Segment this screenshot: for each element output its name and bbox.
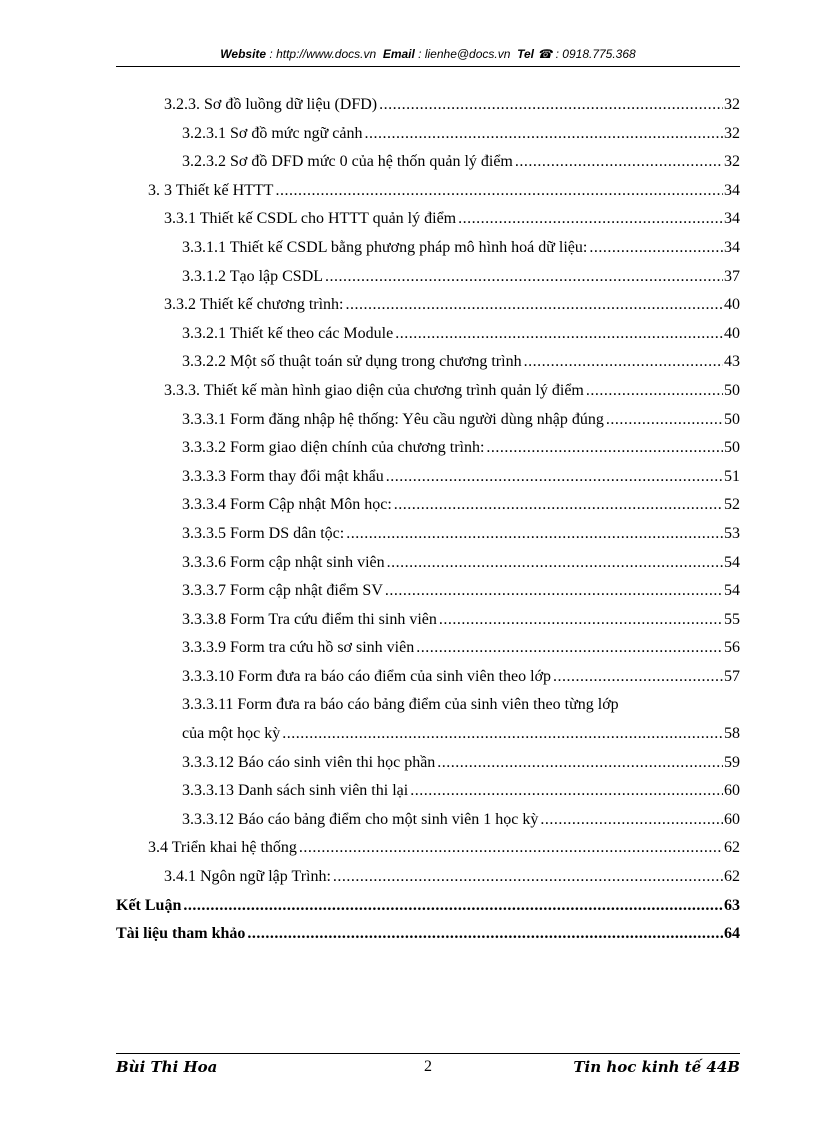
website-value[interactable]: : http://www.docs.vn	[269, 47, 377, 61]
toc-entry-title: Kết Luận	[116, 896, 182, 914]
toc-entry-page: 40	[724, 324, 740, 342]
toc-dot-leader	[486, 434, 723, 463]
toc-entry-title: 3.3.1.1 Thiết kế CSDL bằng phương pháp mô hình hoá dữ liệu:	[182, 238, 588, 256]
toc-dot-leader	[346, 520, 723, 549]
toc-entry-title: 3. 3 Thiết kế HTTT	[148, 181, 274, 199]
toc-entry-title: 3.3.3.13 Danh sách sinh viên thi lại	[182, 782, 409, 800]
toc-entry-page: 43	[724, 353, 740, 371]
toc-dot-leader	[325, 263, 723, 292]
toc-entry[interactable]	[116, 606, 740, 635]
toc-entry[interactable]	[116, 148, 740, 177]
toc-entry-title: 3.3.3.12 Báo cáo sinh viên thi học phần	[182, 753, 436, 771]
toc-entry-title: 3.3.3.4 Form Cập nhật Môn học:	[182, 496, 392, 514]
toc-entry-page: 51	[724, 467, 740, 485]
toc-dot-leader	[524, 348, 723, 377]
toc-dot-leader	[606, 406, 723, 435]
toc-entry-title: 3.3.3.7 Form cập nhật điểm SV	[182, 582, 383, 600]
toc-entry-page: 34	[724, 181, 740, 199]
toc-entry-page: 58	[724, 725, 740, 743]
toc-dot-leader	[540, 806, 723, 835]
toc-dot-leader	[410, 777, 723, 806]
toc-entry-page: 64	[724, 925, 740, 943]
toc-entry-title: 3.3.3.8 Form Tra cứu điểm thi sinh viên	[182, 610, 437, 628]
toc-dot-leader	[379, 91, 723, 120]
toc-entry-page: 32	[724, 153, 740, 171]
toc-dot-leader	[394, 491, 723, 520]
toc-entry-page: 54	[724, 582, 740, 600]
toc-dot-leader	[553, 663, 723, 692]
toc-entry[interactable]	[116, 749, 740, 778]
toc-entry[interactable]	[116, 577, 740, 606]
toc-entry[interactable]	[116, 491, 740, 520]
toc-entry[interactable]	[116, 291, 740, 320]
email-label: Email	[382, 47, 415, 61]
toc-entry-page: 34	[724, 238, 740, 256]
toc-entry[interactable]	[116, 120, 740, 149]
toc-entry[interactable]	[116, 520, 740, 549]
toc-entry-title: 3.3.3.5 Form DS dân tộc:	[182, 524, 345, 542]
toc-entry-page: 40	[724, 296, 740, 314]
footer-page-number: 2	[424, 1058, 432, 1075]
toc-entry[interactable]	[116, 263, 740, 292]
toc-entry-page: 55	[724, 610, 740, 628]
toc-entry-page: 50	[724, 381, 740, 399]
toc-entry-title: 3.3.3.1 Form đăng nhập hệ thống: Yêu cầu người dùng nhập đúng	[182, 410, 604, 428]
toc-entry-page: 54	[724, 553, 740, 571]
toc-dot-leader	[282, 720, 723, 749]
toc-dot-leader	[247, 920, 723, 949]
toc-entry[interactable]	[116, 863, 740, 892]
toc-entry[interactable]	[116, 320, 740, 349]
toc-entry[interactable]	[116, 834, 740, 863]
toc-dot-leader	[458, 205, 723, 234]
toc-entry[interactable]	[116, 348, 740, 377]
toc-dot-leader	[333, 863, 723, 892]
toc-entry[interactable]	[116, 91, 740, 120]
toc-entry-title: 3.3.1.2 Tạo lập CSDL	[182, 267, 324, 285]
toc-dot-leader	[439, 606, 723, 635]
toc-dot-leader	[385, 577, 723, 606]
toc-entry[interactable]	[116, 720, 740, 749]
table-of-contents	[116, 91, 740, 949]
toc-entry-title: 3.3.3.12 Báo cáo bảng điểm cho một sinh viên 1 học kỳ	[182, 810, 539, 828]
toc-entry[interactable]	[116, 549, 740, 578]
toc-entry-page: 57	[724, 667, 740, 685]
footer-class: Tin hoc kinh tế 44B	[573, 1058, 740, 1076]
toc-entry-title: của một học kỳ	[182, 725, 281, 743]
toc-entry-page: 52	[724, 496, 740, 514]
toc-entry-title: 3.2.3.1 Sơ đồ mức ngữ cảnh	[182, 124, 363, 142]
toc-dot-leader	[437, 749, 723, 778]
toc-entry-page: 32	[724, 124, 740, 142]
toc-entry-page: 34	[724, 210, 740, 228]
toc-entry-title: 3.2.3. Sơ đồ luồng dữ liệu (DFD)	[164, 96, 378, 113]
toc-entry-page: 63	[724, 896, 740, 914]
toc-entry-title: 3.3.3.11 Form đưa ra báo cáo bảng điểm của sinh viên theo từng lớp	[182, 696, 619, 714]
toc-entry[interactable]	[116, 806, 740, 835]
toc-dot-leader	[345, 291, 723, 320]
toc-entry[interactable]	[116, 205, 740, 234]
toc-entry-title: 3.3.3.9 Form tra cứu hồ sơ sinh viên	[182, 639, 415, 657]
toc-entry[interactable]	[116, 234, 740, 263]
toc-dot-leader	[183, 892, 723, 921]
toc-entry-title: 3.3.2.2 Một số thuật toán sử dụng trong chương trình	[182, 353, 522, 371]
toc-entry[interactable]	[116, 463, 740, 492]
toc-entry-title: 3.4.1 Ngôn ngữ lập Trình:	[164, 868, 331, 886]
toc-entry-title: 3.2.3.2 Sơ đồ DFD mức 0 của hệ thốn quản lý điểm	[182, 153, 513, 171]
toc-entry-page: 60	[724, 782, 740, 800]
toc-entry-page: 50	[724, 439, 740, 457]
toc-entry[interactable]	[116, 634, 740, 663]
toc-dot-leader	[586, 377, 723, 406]
toc-dot-leader	[275, 177, 723, 206]
toc-entry-title: 3.3.3.3 Form thay đổi mật khẩu	[182, 467, 384, 485]
toc-dot-leader	[395, 320, 723, 349]
toc-entry-title: 3.3.2 Thiết kế chương trình:	[164, 296, 344, 314]
toc-dot-leader	[589, 234, 723, 263]
toc-entry[interactable]	[116, 177, 740, 206]
toc-entry[interactable]	[116, 377, 740, 406]
toc-dot-leader	[364, 120, 723, 149]
toc-entry[interactable]	[116, 892, 740, 921]
toc-dot-leader	[387, 549, 723, 578]
toc-entry-page: 62	[724, 839, 740, 857]
phone-icon: ☎	[537, 47, 553, 61]
toc-entry-page: 56	[724, 639, 740, 657]
footer-author: Bùi Thi Hoa	[116, 1058, 218, 1076]
toc-dot-leader	[416, 634, 723, 663]
toc-entry-title: 3.4 Triển khai hệ thống	[148, 839, 297, 857]
tel-label: Tel	[517, 47, 534, 61]
website-label: Website	[220, 47, 267, 61]
toc-entry-page: 53	[724, 524, 740, 542]
toc-entry[interactable]	[116, 920, 740, 949]
footer-divider	[116, 1053, 740, 1054]
toc-entry[interactable]	[116, 434, 740, 463]
toc-entry-title: 3.3.3.10 Form đưa ra báo cáo điểm của sinh viên theo lớp	[182, 667, 552, 685]
toc-entry-page: 60	[724, 810, 740, 828]
toc-entry-page: 37	[724, 267, 740, 285]
toc-entry-title: Tài liệu tham khảo	[116, 925, 246, 943]
toc-entry[interactable]	[116, 777, 740, 806]
toc-entry[interactable]	[116, 406, 740, 435]
toc-entry-title: 3.3.3.6 Form cập nhật sinh viên	[182, 553, 385, 571]
toc-dot-leader	[515, 148, 723, 177]
toc-entry-page: 62	[724, 868, 740, 886]
toc-dot-leader	[386, 463, 723, 492]
toc-entry-title: 3.3.3.2 Form giao diện chính của chương trình:	[182, 439, 485, 457]
toc-entry-title: 3.3.2.1 Thiết kế theo các Module	[182, 324, 394, 342]
header-divider	[116, 66, 740, 67]
toc-entry[interactable]	[116, 691, 740, 720]
page-header	[116, 47, 740, 65]
page-footer	[116, 1058, 740, 1082]
toc-entry-page: 32	[724, 96, 740, 113]
toc-dot-leader	[299, 834, 723, 863]
toc-entry-page: 50	[724, 410, 740, 428]
toc-entry-page: 59	[724, 753, 740, 771]
tel-value: : 0918.775.368	[555, 47, 636, 61]
email-value[interactable]: : lienhe@docs.vn	[418, 47, 511, 61]
toc-entry-title: 3.3.1 Thiết kế CSDL cho HTTT quản lý điểm	[164, 210, 457, 228]
toc-entry-title: 3.3.3. Thiết kế màn hình giao diện của chương trình quản lý điểm	[164, 381, 584, 399]
toc-entry[interactable]	[116, 663, 740, 692]
